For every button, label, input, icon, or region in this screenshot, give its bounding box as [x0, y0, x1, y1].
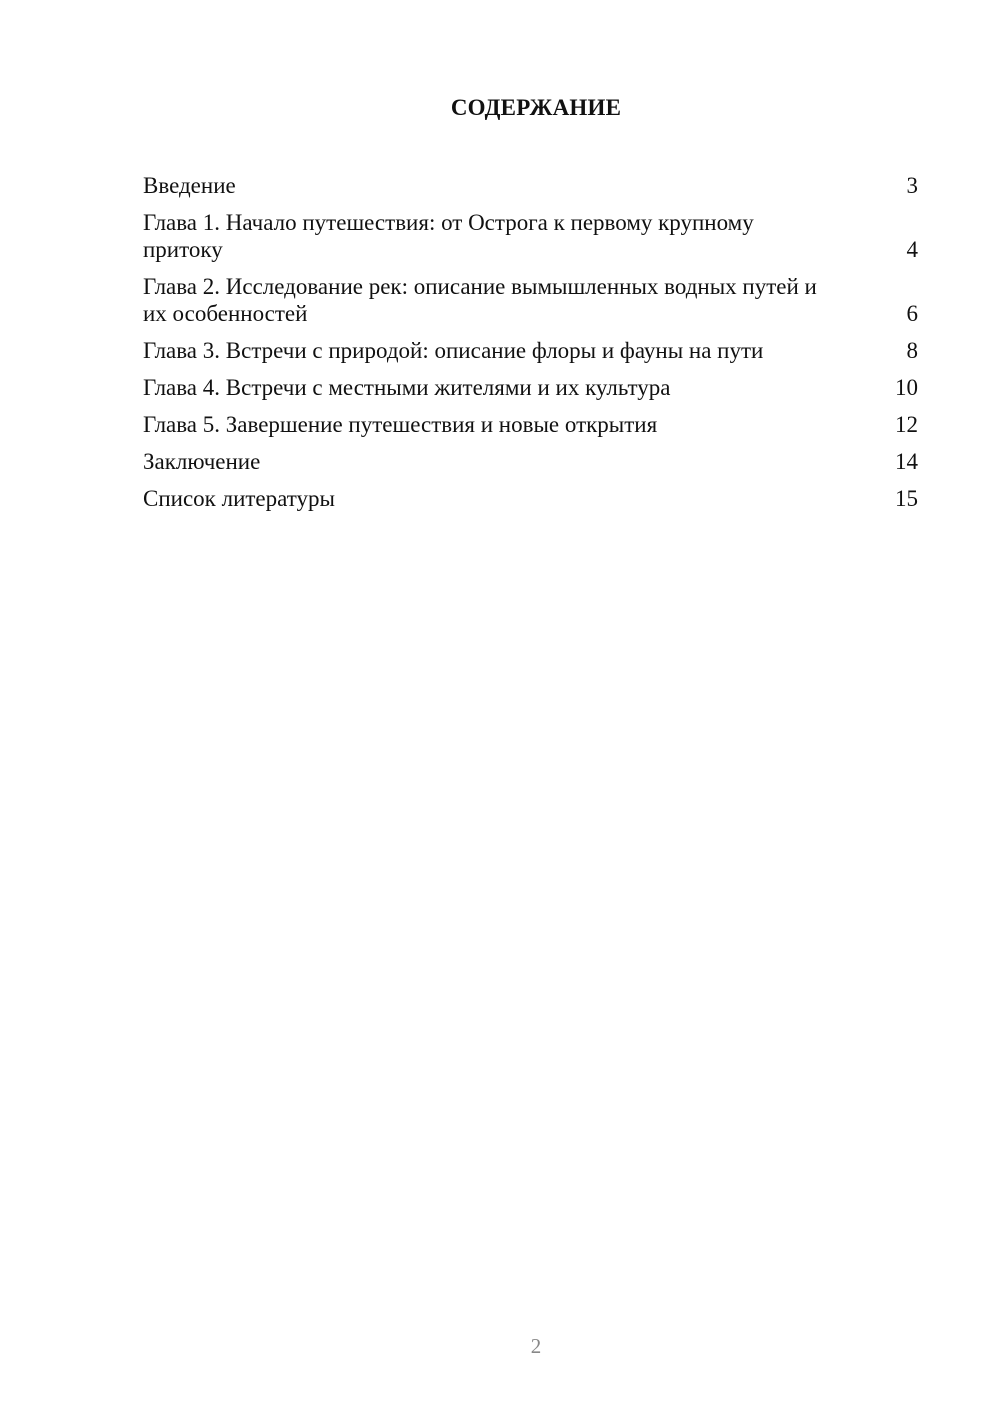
table-of-contents	[143, 172, 918, 522]
toc-item-label: Глава 3. Встречи с природой: описание флоры и фауны на пути	[143, 338, 764, 363]
toc-item-label: Глава 4. Встречи с местными жителями и их культура	[143, 375, 671, 400]
toc-item-label: Глава 1. Начало путешествия: от Острога к первому крупному притоку	[143, 210, 754, 262]
toc-item-page: 6	[906, 301, 918, 326]
toc-item-chapter-1[interactable]	[143, 209, 918, 263]
toc-item-introduction[interactable]	[143, 172, 918, 199]
toc-item-label: Список литературы	[143, 486, 335, 511]
toc-item-page: 10	[895, 375, 918, 400]
toc-item-page: 4	[906, 237, 918, 262]
toc-item-page: 14	[895, 449, 918, 474]
page-number: 2	[530, 1334, 542, 1358]
toc-item-page: 3	[906, 173, 918, 198]
toc-item-label: Заключение	[143, 449, 261, 474]
toc-item-label: Глава 2. Исследование рек: описание вымышленных водных путей и их особенностей	[143, 274, 817, 326]
toc-item-page: 15	[895, 486, 918, 511]
toc-item-label: Введение	[143, 173, 236, 198]
toc-item-conclusion[interactable]	[143, 448, 918, 475]
page-title: СОДЕРЖАНИЕ	[450, 95, 622, 120]
toc-item-page: 12	[895, 412, 918, 437]
toc-item-chapter-2[interactable]	[143, 273, 918, 327]
toc-item-chapter-4[interactable]	[143, 374, 918, 401]
toc-item-page: 8	[906, 338, 918, 363]
toc-item-label: Глава 5. Завершение путешествия и новые открытия	[143, 412, 658, 437]
toc-item-chapter-5[interactable]	[143, 411, 918, 438]
toc-item-bibliography[interactable]	[143, 485, 918, 512]
toc-item-chapter-3[interactable]	[143, 337, 918, 364]
